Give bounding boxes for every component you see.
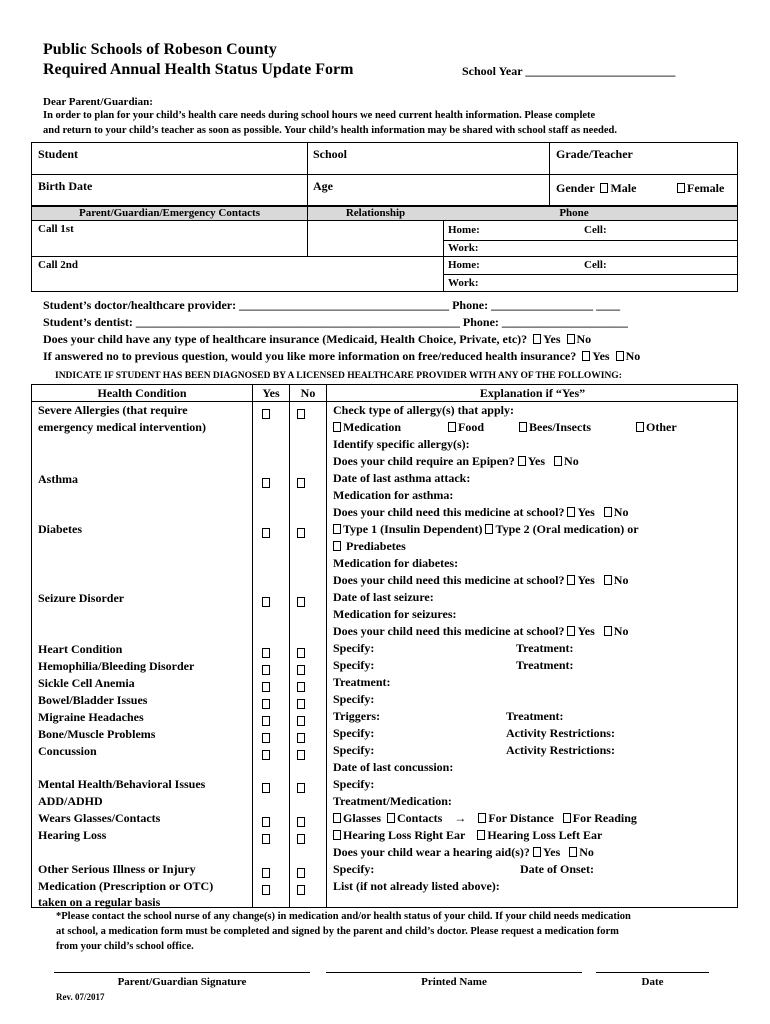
intro-line-1: In order to plan for your child’s health care needs during school hours we need current health information. Please complete [43,110,596,121]
work-phone-1[interactable]: Work: [448,242,479,254]
male-label: Male [610,181,637,195]
hearing-aid-yes-checkbox[interactable] [533,847,541,857]
condition-hearing: Hearing Loss [38,828,107,842]
mental-no-checkbox[interactable] [297,783,305,793]
allergy-bees-checkbox[interactable] [519,422,527,432]
allergy-other-label: Other [646,420,677,434]
hearing-no-checkbox[interactable] [297,834,305,844]
bone-specify-field[interactable]: Specify: [333,726,375,740]
allergies-no-checkbox[interactable] [297,409,305,419]
form-title: Required Annual Health Status Update Form [43,61,354,78]
type1-label: Type 1 (Insulin Dependent) [343,522,483,536]
col-yes: Yes [262,386,280,400]
hemophilia-no-checkbox[interactable] [297,665,305,675]
epipen-yes-label: Yes [527,454,546,468]
hearing-aid-no-checkbox[interactable] [569,847,577,857]
other-onset-field[interactable]: Date of Onset: [520,862,594,876]
bowel-specify-field[interactable]: Specify: [333,692,375,706]
distance-label: For Distance [488,811,554,825]
condition-other-illness: Other Serious Illness or Injury [38,862,196,876]
other-specify-field[interactable]: Specify: [333,862,375,876]
prediabetes-checkbox[interactable] [333,541,341,551]
glasses-yes-checkbox[interactable] [262,817,270,827]
allergy-bees-label: Bees/Insects [529,420,591,434]
sickle-yes-checkbox[interactable] [262,682,270,692]
info-yes-checkbox[interactable] [582,351,590,361]
hearing-aid-question: Does your child wear a hearing aid(s)? [333,845,530,859]
condition-hemophilia: Hemophilia/Bleeding Disorder [38,659,195,673]
allergies-yes-checkbox[interactable] [262,409,270,419]
migraine-treatment-field[interactable]: Treatment: [506,709,564,723]
condition-mental-health: Mental Health/Behavioral Issues [38,777,206,791]
seizure-school-med-question: Does your child need this medicine at school? [333,624,565,638]
cell-phone-1[interactable]: Cell: [584,224,607,236]
condition-medication-2: taken on a regular basis [38,895,161,909]
signature-line[interactable] [54,972,310,973]
heart-specify-field[interactable]: Specify: [333,641,375,655]
dentist-field[interactable]: Student’s dentist: ______________________________________________________ Phone: _____________________ [43,315,628,329]
male-checkbox[interactable] [600,183,608,193]
phone-header: Phone [559,207,589,219]
col-health-condition: Health Condition [97,386,187,400]
date-label: Date [641,976,664,988]
epipen-question: Does your child require an Epipen? [333,454,515,468]
migraine-no-checkbox[interactable] [297,716,305,726]
insurance-no-checkbox[interactable] [567,334,575,344]
insurance-yes-checkbox[interactable] [533,334,541,344]
migraine-yes-checkbox[interactable] [262,716,270,726]
medication-yes-checkbox[interactable] [262,885,270,895]
allergy-food-label: Food [458,420,485,434]
diabetes-no-checkbox[interactable] [297,528,305,538]
allergy-medication-label: Medication [343,420,401,434]
condition-severe-allergies-2: emergency medical intervention) [38,420,206,434]
allergy-type-prompt: Check type of allergy(s) that apply: [333,403,514,417]
birth-date-field[interactable]: Birth Date [38,179,93,193]
heart-yes-checkbox[interactable] [262,648,270,658]
asthma-yes-checkbox[interactable] [262,478,270,488]
bone-activity-field[interactable]: Activity Restrictions: [506,726,615,740]
seizure-no-checkbox[interactable] [297,597,305,607]
seizure-yes-checkbox[interactable] [262,597,270,607]
home-phone-2[interactable]: Home: [448,259,480,271]
col-no: No [300,386,316,400]
asthma-med-no-checkbox[interactable] [604,507,612,517]
diabetes-medication-field[interactable]: Medication for diabetes: [333,556,459,570]
revision-label: Rev. 07/2017 [56,992,105,1002]
reading-checkbox[interactable] [563,813,571,823]
home-phone-1[interactable]: Home: [448,224,480,236]
concussion-yes-checkbox[interactable] [262,750,270,760]
prediabetes-label: Prediabetes [346,539,406,553]
info-yes-label: Yes [592,349,610,363]
condition-bone-muscle: Bone/Muscle Problems [38,727,156,741]
bowel-yes-checkbox[interactable] [262,699,270,709]
type2-label: Type 2 (Oral medication) or [495,522,639,536]
insurance-no-label: No [576,332,592,346]
info-no-checkbox[interactable] [616,351,624,361]
hearing-aid-no-label: No [579,845,594,859]
glasses-checkbox[interactable] [333,813,341,823]
asthma-med-no-label: No [613,505,629,519]
bone-no-checkbox[interactable] [297,733,305,743]
type1-checkbox[interactable] [333,524,341,534]
student-field[interactable]: Student [38,147,79,161]
condition-glasses: Wears Glasses/Contacts [38,811,161,825]
contacts-checkbox[interactable] [387,813,395,823]
asthma-school-med-question: Does your child need this medicine at school? [333,505,565,519]
mental-treatment-field[interactable]: Treatment/Medication: [333,794,452,808]
footer-note-1: *Please contact the school nurse of any change(s) in medication and/or health status of your child. If your child needs medication [56,911,631,922]
mental-specify-field[interactable]: Specify: [333,777,375,791]
reading-label: For Reading [572,811,637,825]
hemophilia-yes-checkbox[interactable] [262,665,270,675]
contacts-label: Contacts [397,811,443,825]
work-phone-2[interactable]: Work: [448,277,479,289]
condition-bowel-bladder: Bowel/Bladder Issues [38,693,148,707]
female-label: Female [687,181,725,195]
gender-label: Gender [556,181,595,195]
diabetes-yes-checkbox[interactable] [262,528,270,538]
footer-note-2: at school, a medication form must be completed and signed by the parent and child’s doctor. Please request a medication form [56,926,619,937]
heart-no-checkbox[interactable] [297,648,305,658]
allergy-other-checkbox[interactable] [636,422,644,432]
hearing-yes-checkbox[interactable] [262,834,270,844]
hemophilia-specify-field[interactable]: Specify: [333,658,375,672]
other-no-checkbox[interactable] [297,868,305,878]
insurance-yes-label: Yes [543,332,561,346]
condition-migraine: Migraine Headaches [38,710,144,724]
school-field[interactable]: School [313,147,348,161]
other-yes-checkbox[interactable] [262,868,270,878]
condition-diabetes: Diabetes [38,522,82,536]
salutation: Dear Parent/Guardian: [43,96,153,108]
col-explanation: Explanation if “Yes” [479,386,586,400]
doctor-field[interactable]: Student’s doctor/healthcare provider: ___________________________________ Phone: _________________ ____ [43,298,621,312]
concussion-no-checkbox[interactable] [297,750,305,760]
epipen-no-checkbox[interactable] [554,456,562,466]
condition-severe-allergies: Severe Allergies (that require [38,403,188,417]
sickle-no-checkbox[interactable] [297,682,305,692]
insurance-question: Does your child have any type of healthcare insurance (Medicaid, Health Choice, Private, etc)? [43,332,528,346]
condition-heart: Heart Condition [38,642,123,656]
asthma-medication-field[interactable]: Medication for asthma: [333,488,454,502]
bone-yes-checkbox[interactable] [262,733,270,743]
migraine-triggers-field[interactable]: Triggers: [333,709,381,723]
epipen-yes-checkbox[interactable] [518,456,526,466]
asthma-no-checkbox[interactable] [297,478,305,488]
allergy-medication-checkbox[interactable] [333,422,341,432]
footer-note-3: from your child’s school office. [56,941,194,952]
condition-medication: Medication (Prescription or OTC) [38,879,214,893]
specific-allergy-field[interactable]: Identify specific allergy(s): [333,437,470,451]
seizure-med-yes-label: Yes [577,624,595,638]
epipen-no-label: No [564,454,579,468]
sickle-treatment-field[interactable]: Treatment: [333,675,391,689]
bowel-no-checkbox[interactable] [297,699,305,709]
hemophilia-treatment-field[interactable]: Treatment: [516,658,574,672]
medication-list-field[interactable]: List (if not already listed above): [333,879,500,893]
date-line[interactable] [596,972,709,973]
glasses-label: Glasses [343,811,382,825]
org-name: Public Schools of Robeson County [43,41,277,58]
condition-seizure: Seizure Disorder [38,591,125,605]
intro-line-2: and return to your child’s teacher as soon as possible. Your child’s health information may be shared with school staff as needed. [43,125,617,136]
grade-teacher-field[interactable]: Grade/Teacher [556,147,633,161]
distance-checkbox[interactable] [478,813,486,823]
diabetes-med-no-checkbox[interactable] [604,575,612,585]
seizure-medication-field[interactable]: Medication for seizures: [333,607,457,621]
printed-name-line[interactable] [326,972,582,973]
condition-asthma: Asthma [38,472,79,486]
diabetes-med-yes-label: Yes [577,573,595,587]
hearing-right-label: Hearing Loss Right Ear [343,828,466,842]
concussion-date-field[interactable]: Date of last concussion: [333,760,454,774]
seizure-med-no-checkbox[interactable] [604,626,612,636]
call-1st-label: Call 1st [38,223,74,235]
hearing-aid-yes-label: Yes [542,845,561,859]
printed-name-label: Printed Name [421,976,487,988]
call-2nd-label: Call 2nd [38,259,79,271]
medication-no-checkbox[interactable] [297,885,305,895]
type2-checkbox[interactable] [485,524,493,534]
cell-phone-2[interactable]: Cell: [584,259,607,271]
hearing-left-checkbox[interactable] [477,830,485,840]
diabetes-school-med-question: Does your child need this medicine at school? [333,573,565,587]
diabetes-med-no-label: No [613,573,629,587]
asthma-med-yes-checkbox[interactable] [567,507,575,517]
info-no-label: No [625,349,641,363]
condition-sickle-cell: Sickle Cell Anemia [38,676,135,690]
hearing-left-label: Hearing Loss Left Ear [487,828,603,842]
age-field[interactable]: Age [313,179,333,193]
heart-treatment-field[interactable]: Treatment: [516,641,574,655]
glasses-no-checkbox[interactable] [297,817,305,827]
concussion-specify-field[interactable]: Specify: [333,743,375,757]
arrow-icon: → [454,811,467,825]
mental-yes-checkbox[interactable] [262,783,270,793]
concussion-activity-field[interactable]: Activity Restrictions: [506,743,615,757]
seizure-date-field[interactable]: Date of last seizure: [333,590,434,604]
contacts-header: Parent/Guardian/Emergency Contacts [79,207,260,219]
seizure-med-no-label: No [613,624,629,638]
hearing-right-checkbox[interactable] [333,830,341,840]
insurance-info-question: If answered no to previous question, would you like more information on free/reduced health insurance? [43,349,577,363]
female-checkbox[interactable] [677,183,685,193]
diabetes-med-yes-checkbox[interactable] [567,575,575,585]
relationship-header: Relationship [345,207,406,219]
seizure-med-yes-checkbox[interactable] [567,626,575,636]
allergy-food-checkbox[interactable] [448,422,456,432]
condition-concussion: Concussion [38,744,97,758]
indicate-instruction: INDICATE IF STUDENT HAS BEEN DIAGNOSED BY A LICENSED HEALTHCARE PROVIDER WITH ANY OF THE FOLLOWING: [55,371,622,381]
signature-label: Parent/Guardian Signature [117,976,247,988]
school-year-field[interactable]: School Year _________________________ [462,64,676,78]
asthma-date-field[interactable]: Date of last asthma attack: [333,471,471,485]
asthma-med-yes-label: Yes [577,505,595,519]
condition-add-adhd: ADD/ADHD [38,794,103,808]
